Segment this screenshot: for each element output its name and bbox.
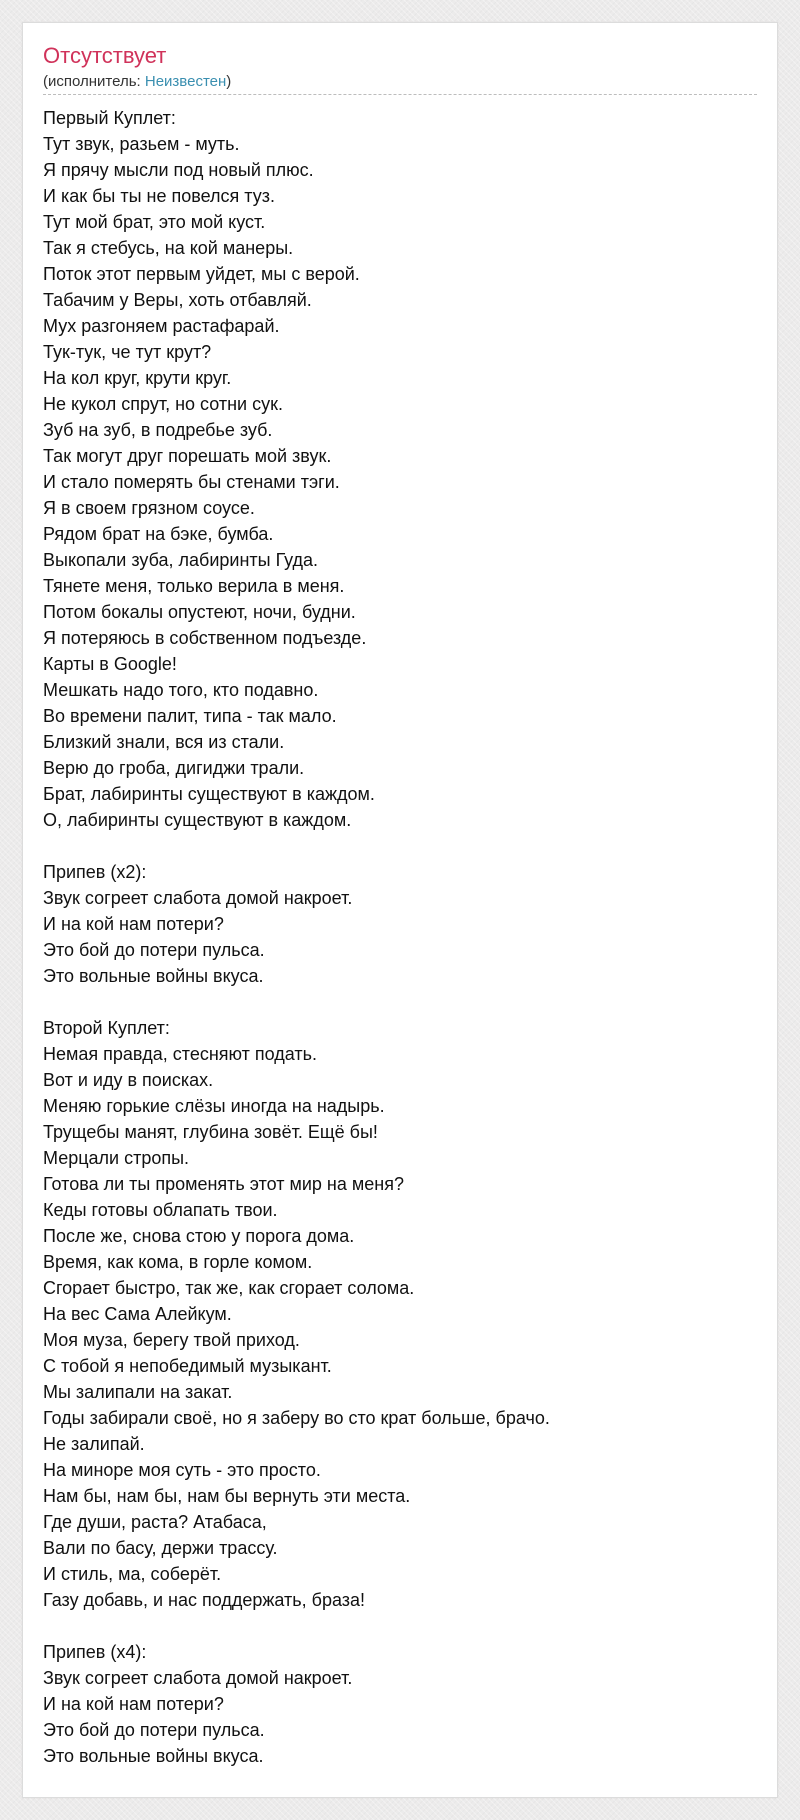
lyric-line: Так могут друг порешать мой звук.	[43, 446, 332, 466]
lyric-line: Я в своем грязном соусе.	[43, 498, 255, 518]
lyric-line: Готова ли ты променять этот мир на меня?	[43, 1174, 404, 1194]
lyric-line: Мешкать надо того, кто подавно.	[43, 680, 319, 700]
lyric-line: Не залипай.	[43, 1434, 145, 1454]
lyric-line: Нам бы, нам бы, нам бы вернуть эти места.	[43, 1486, 411, 1506]
lyric-line: Первый Куплет:	[43, 108, 176, 128]
lyric-line: Вот и иду в поисках.	[43, 1070, 214, 1090]
lyrics-card	[22, 22, 778, 1798]
artist-suffix: )	[226, 73, 232, 90]
lyric-line: Тут мой брат, это мой куст.	[43, 212, 266, 232]
lyric-line: Немая правда, стесняют подать.	[43, 1044, 317, 1064]
song-title: Отсутствует	[43, 43, 167, 68]
lyric-line: Я потеряюсь в собственном подъезде.	[43, 628, 367, 648]
lyric-line: Это вольные войны вкуса.	[43, 1746, 264, 1766]
lyric-line: И стало померять бы стенами тэги.	[43, 472, 340, 492]
lyric-line: Тут звук, разьем - муть.	[43, 134, 240, 154]
lyric-line: Выкопали зуба, лабиринты Гуда.	[43, 550, 319, 570]
lyric-line: Время, как кома, в горле комом.	[43, 1252, 313, 1272]
lyric-line: Близкий знали, вся из стали.	[43, 732, 285, 752]
lyric-line: Припев (x4):	[43, 1642, 147, 1662]
header-divider	[43, 94, 757, 95]
lyric-line: Так я стебусь, на кой манеры.	[43, 238, 294, 258]
artist-line	[43, 73, 231, 91]
lyric-line: Трущебы манят, глубина зовёт. Ещё бы!	[43, 1122, 378, 1142]
lyric-line: Звук согреет слабота домой накроет.	[43, 888, 353, 908]
lyric-line: Тянете меня, только верила в меня.	[43, 576, 345, 596]
lyric-line: Табачим у Веры, хоть отбавляй.	[43, 290, 312, 310]
lyric-line: Меняю горькие слёзы иногда на надырь.	[43, 1096, 385, 1116]
lyric-line: Не кукол спрут, но сотни сук.	[43, 394, 283, 414]
lyric-line: Сгорает быстро, так же, как сгорает солома.	[43, 1278, 415, 1298]
lyric-line: На кол круг, крути круг.	[43, 368, 232, 388]
lyric-line: Вали по басу, держи трассу.	[43, 1538, 278, 1558]
lyric-line: Это бой до потери пульса.	[43, 1720, 265, 1740]
artist-link[interactable]: Неизвестен	[144, 73, 227, 90]
lyric-line: Карты в Google!	[43, 654, 177, 674]
lyric-line: Я прячу мысли под новый плюс.	[43, 160, 314, 180]
lyric-line: Где души, раста? Атабаса,	[43, 1512, 267, 1532]
lyric-line: С тобой я непобедимый музыкант.	[43, 1356, 332, 1376]
lyric-line: Газу добавь, и нас поддержать, браза!	[43, 1590, 366, 1610]
lyric-stanza-gap	[43, 1613, 759, 1639]
lyric-line: И на кой нам потери?	[43, 914, 224, 934]
lyric-line: На миноре моя суть - это просто.	[43, 1460, 321, 1480]
lyric-line: Годы забирали своё, но я заберу во сто крат больше, брачо.	[43, 1408, 550, 1428]
lyric-line: На вес Сама Алейкум.	[43, 1304, 232, 1324]
lyric-line: Поток этот первым уйдет, мы с верой.	[43, 264, 360, 284]
lyric-line: Мерцали стропы.	[43, 1148, 190, 1168]
lyric-line: Это вольные войны вкуса.	[43, 966, 264, 986]
lyric-line: Рядом брат на бэке, бумба.	[43, 524, 274, 544]
lyrics-text	[43, 105, 759, 1769]
lyric-line: После же, снова стою у порога дома.	[43, 1226, 355, 1246]
lyric-line: Потом бокалы опустеют, ночи, будни.	[43, 602, 356, 622]
lyric-line: Это бой до потери пульса.	[43, 940, 265, 960]
lyric-line: Звук согреет слабота домой накроет.	[43, 1668, 353, 1688]
lyric-line: И стиль, ма, соберёт.	[43, 1564, 222, 1584]
lyric-stanza-gap	[43, 989, 759, 1015]
lyric-line: Кеды готовы облапать твои.	[43, 1200, 278, 1220]
lyric-line: Верю до гроба, дигиджи трали.	[43, 758, 305, 778]
lyric-line: Зуб на зуб, в подребье зуб.	[43, 420, 273, 440]
lyric-line: И как бы ты не повелся туз.	[43, 186, 275, 206]
lyric-line: Во времени палит, типа - так мало.	[43, 706, 337, 726]
lyric-line: И на кой нам потери?	[43, 1694, 224, 1714]
lyric-line: Мы залипали на закат.	[43, 1382, 233, 1402]
lyric-line: Мух разгоняем растафарай.	[43, 316, 280, 336]
artist-prefix: (исполнитель:	[43, 73, 145, 90]
lyric-stanza-gap	[43, 833, 759, 859]
lyric-line: Моя муза, берегу твой приход.	[43, 1330, 300, 1350]
lyric-line: Тук-тук, че тут крут?	[43, 342, 212, 362]
lyric-line: Второй Куплет:	[43, 1018, 170, 1038]
lyric-line: Брат, лабиринты существуют в каждом.	[43, 784, 375, 804]
lyric-line: Припев (x2):	[43, 862, 147, 882]
lyric-line: О, лабиринты существуют в каждом.	[43, 810, 352, 830]
